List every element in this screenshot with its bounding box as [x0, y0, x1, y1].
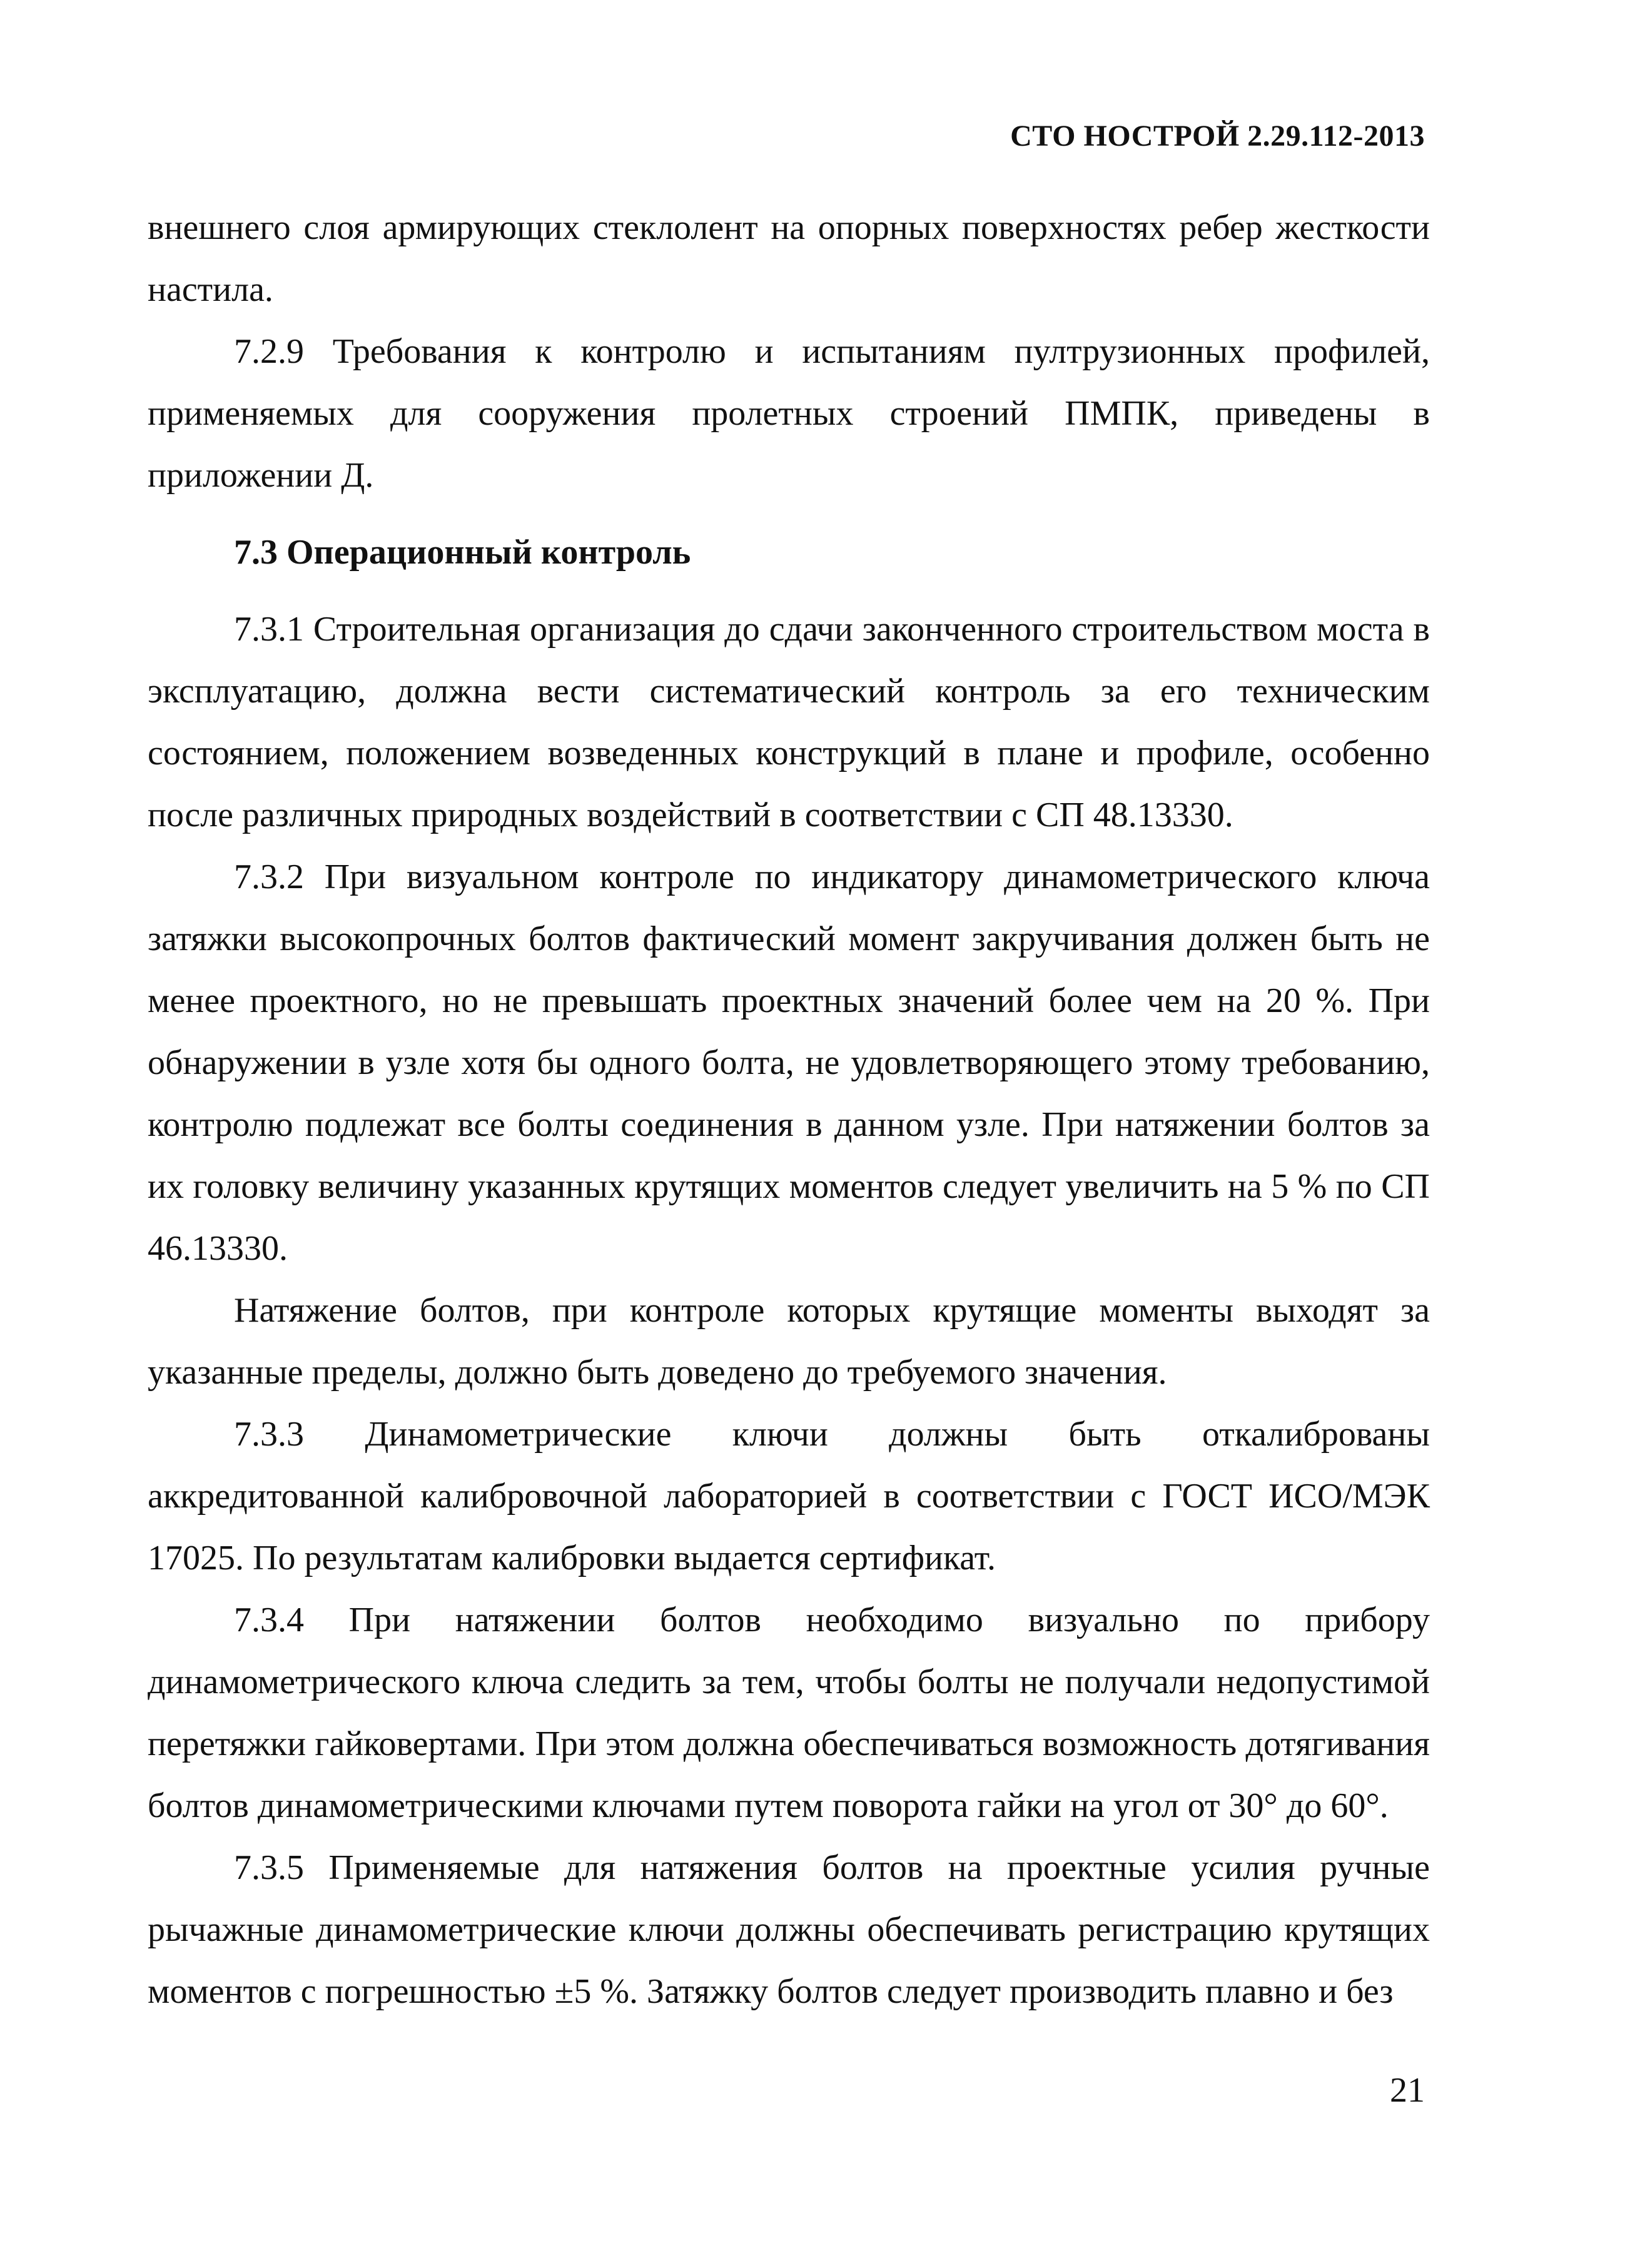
paragraph-7-3-4: 7.3.4 При натяжении болтов необходимо визуально по прибору динамометрического ключа следить за тем, чтобы болты не получали недопустимой перетяжки гайковертами. При этом должна обеспечиваться возможность дотягивания болтов динамометрическими ключами путем поворота гайки на угол от 30° до 60°.: [148, 1601, 1430, 1825]
document-body: [148, 197, 1430, 2023]
paragraph-7-2-9: 7.2.9 Требования к контролю и испытаниям пултрузионных профилей, применяемых для сооружения пролетных строений ПМПК, приведены в приложении Д.: [148, 332, 1430, 495]
paragraph-7-3-5: 7.3.5 Применяемые для натяжения болтов на проектные усилия ручные рычажные динамометрические ключи должны обеспечивать регистрацию крутящих моментов с погрешностью ±5 %. Затяжку болтов следует производить плавно и без: [148, 1848, 1430, 2011]
paragraph-7-3-1: 7.3.1 Строительная организация до сдачи законченного строительством моста в эксплуатацию, должна вести систематический контроль за его техническим состоянием, положением возведенных конструкций в плане и профиле, особенно после различных природных воздействий в соответствии с СП 48.13330.: [148, 610, 1430, 834]
paragraph-continuation: внешнего слоя армирующих стеклолент на опорных поверхностях ребер жесткости настила.: [148, 208, 1430, 309]
paragraph-7-3-2: 7.3.2 При визуальном контроле по индикатору динамометрического ключа затяжки высокопрочных болтов фактический момент закручивания должен быть не менее проектного, но не превышать проектных значений более чем на 20 %. При обнаружении в узле хотя бы одного болта, не удовлетворяющего этому требованию, контролю подлежат все болты соединения в данном узле. При натяжении болтов за их головку величину указанных крутящих моментов следует увеличить на 5 % по СП 46.13330.: [148, 858, 1430, 1268]
paragraph-7-3-3: 7.3.3 Динамометрические ключи должны быть откалиброваны аккредитованной калибровочной лабораторией в соответствии с ГОСТ ИСО/МЭК 17025. По результатам калибровки выдается сертификат.: [148, 1415, 1430, 1577]
paragraph-7-3-2-continuation: Натяжение болтов, при контроле которых крутящие моменты выходят за указанные пределы, должно быть доведено до требуемого значения.: [148, 1291, 1430, 1392]
section-heading-7-3: 7.3 Операционный контроль: [234, 533, 691, 572]
page-number: 21: [1390, 2071, 1425, 2110]
document-header: СТО НОСТРОЙ 2.29.112-2013: [1010, 119, 1425, 153]
